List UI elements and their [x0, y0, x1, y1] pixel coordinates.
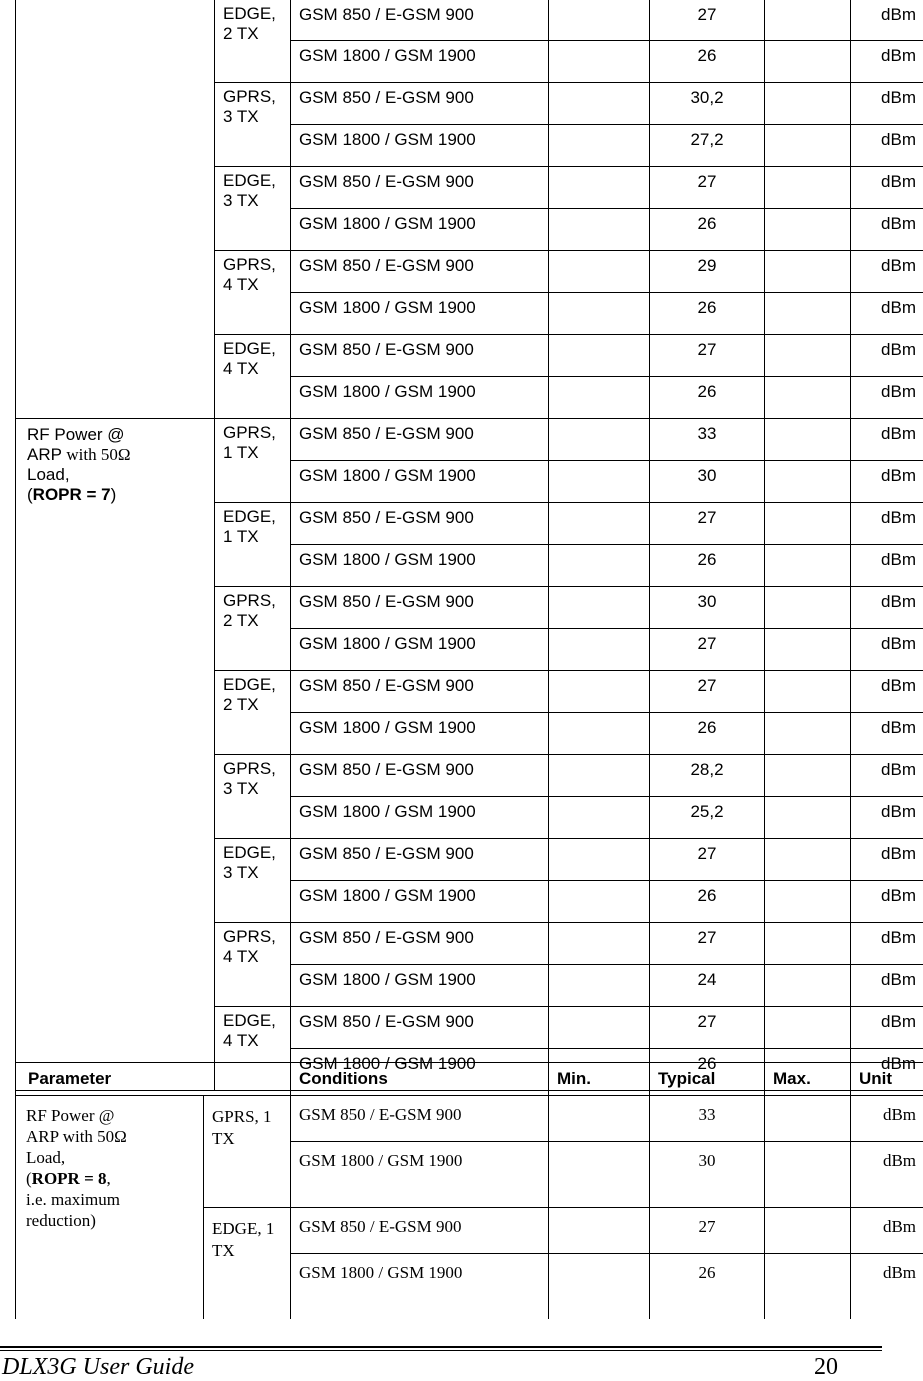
header-parameter: Parameter — [16, 1063, 291, 1096]
param-open: ( — [27, 485, 33, 504]
min-cell — [549, 587, 650, 629]
condition-cell: GSM 1800 / GSM 1900 — [291, 461, 549, 503]
param-close: ) — [110, 485, 117, 504]
param-line: Load, — [26, 1148, 66, 1167]
min-cell — [549, 83, 650, 125]
condition-cell: GSM 850 / E-GSM 900 — [291, 335, 549, 377]
typical-cell: 26 — [650, 545, 765, 587]
typical-cell: 24 — [650, 965, 765, 1007]
typical-cell: 27 — [650, 1007, 765, 1049]
min-cell — [549, 755, 650, 797]
header-min: Min. — [549, 1063, 650, 1096]
typical-cell: 26 — [650, 377, 765, 419]
condition-cell: GSM 850 / E-GSM 900 — [291, 923, 549, 965]
typical-cell: 27 — [650, 671, 765, 713]
min-cell — [549, 629, 650, 671]
condition-cell: GSM 1800 / GSM 1900 — [291, 1049, 549, 1091]
min-cell — [549, 335, 650, 377]
typical-cell: 25,2 — [650, 797, 765, 839]
unit-cell: dBm — [851, 923, 923, 965]
min-cell — [549, 503, 650, 545]
footer-title: DLX3G User Guide — [2, 1354, 194, 1380]
min-cell — [549, 461, 650, 503]
min-cell — [549, 167, 650, 209]
unit-cell: dBm — [851, 125, 923, 167]
table-row — [16, 1096, 923, 1142]
typical-cell: 30,2 — [650, 83, 765, 125]
param-line: ARP with 50Ω — [26, 1127, 127, 1146]
max-cell — [765, 839, 851, 881]
condition-cell: GSM 850 / E-GSM 900 — [291, 671, 549, 713]
page-number: 20 — [814, 1354, 838, 1380]
condition-cell: GSM 1800 / GSM 1900 — [291, 41, 549, 83]
unit-cell: dBm — [851, 419, 923, 461]
mode-label: EDGE, 4 TX — [215, 335, 291, 419]
unit-cell: dBm — [851, 41, 923, 83]
condition-cell: GSM 1800 / GSM 1900 — [291, 293, 549, 335]
min-cell — [549, 797, 650, 839]
unit-cell: dBm — [851, 587, 923, 629]
unit-cell: dBm — [851, 797, 923, 839]
param-ropr: ROPR = 8 — [31, 1169, 107, 1188]
condition-cell: GSM 1800 / GSM 1900 — [291, 1142, 549, 1208]
typical-cell: 26 — [650, 1049, 765, 1091]
unit-cell: dBm — [851, 0, 923, 41]
condition-cell: GSM 1800 / GSM 1900 — [291, 545, 549, 587]
unit-cell: dBm — [851, 251, 923, 293]
max-cell — [765, 251, 851, 293]
typical-cell: 26 — [650, 293, 765, 335]
max-cell — [765, 0, 851, 41]
footer-rule-thin — [0, 1350, 882, 1351]
typical-cell: 27 — [650, 0, 765, 41]
mode-label: GPRS, 3 TX — [215, 755, 291, 839]
unit-cell: dBm — [851, 1254, 923, 1320]
max-cell — [765, 419, 851, 461]
power-table-ropr8 — [15, 1062, 923, 1319]
min-cell — [549, 923, 650, 965]
power-table-continued — [15, 0, 923, 1091]
min-cell — [549, 671, 650, 713]
unit-cell: dBm — [851, 671, 923, 713]
min-cell — [549, 713, 650, 755]
condition-cell: GSM 1800 / GSM 1900 — [291, 1254, 549, 1320]
max-cell — [765, 83, 851, 125]
unit-cell: dBm — [851, 1142, 923, 1208]
param-line: ARP — [27, 445, 62, 464]
condition-cell: GSM 1800 / GSM 1900 — [291, 125, 549, 167]
max-cell — [765, 797, 851, 839]
unit-cell: dBm — [851, 461, 923, 503]
table-row — [16, 0, 923, 41]
typical-cell: 26 — [650, 713, 765, 755]
mode-label: GPRS, 2 TX — [215, 587, 291, 671]
param-comma: , — [106, 1169, 111, 1188]
max-cell — [765, 545, 851, 587]
typical-cell: 26 — [650, 209, 765, 251]
typical-cell: 26 — [650, 41, 765, 83]
header-unit: Unit — [851, 1063, 923, 1096]
mode-label: EDGE, 2 TX — [215, 671, 291, 755]
condition-cell: GSM 850 / E-GSM 900 — [291, 251, 549, 293]
condition-cell: GSM 1800 / GSM 1900 — [291, 713, 549, 755]
parameter-cell-continued — [16, 0, 215, 419]
mode-label: GPRS, 4 TX — [215, 251, 291, 335]
min-cell — [549, 377, 650, 419]
min-cell — [549, 293, 650, 335]
param-line: reduction) — [26, 1211, 96, 1230]
min-cell — [549, 1208, 650, 1254]
max-cell — [765, 881, 851, 923]
min-cell — [549, 419, 650, 461]
header-max: Max. — [765, 1063, 851, 1096]
condition-cell: GSM 850 / E-GSM 900 — [291, 167, 549, 209]
condition-cell: GSM 1800 / GSM 1900 — [291, 629, 549, 671]
max-cell — [765, 167, 851, 209]
min-cell — [549, 1254, 650, 1320]
condition-cell: GSM 850 / E-GSM 900 — [291, 1096, 549, 1142]
max-cell — [765, 41, 851, 83]
min-cell — [549, 545, 650, 587]
max-cell — [765, 1096, 851, 1142]
condition-cell: GSM 850 / E-GSM 900 — [291, 1208, 549, 1254]
typical-cell: 29 — [650, 251, 765, 293]
param-line: RF Power @ — [27, 425, 125, 444]
unit-cell: dBm — [851, 503, 923, 545]
max-cell — [765, 923, 851, 965]
unit-cell: dBm — [851, 629, 923, 671]
condition-cell: GSM 850 / E-GSM 900 — [291, 83, 549, 125]
typical-cell: 27 — [650, 923, 765, 965]
header-typical: Typical — [650, 1063, 765, 1096]
max-cell — [765, 293, 851, 335]
param-line: RF Power @ — [26, 1106, 115, 1125]
unit-cell: dBm — [851, 1049, 923, 1091]
unit-cell: dBm — [851, 209, 923, 251]
condition-cell: GSM 1800 / GSM 1900 — [291, 377, 549, 419]
mode-label: GPRS, 4 TX — [215, 923, 291, 1007]
condition-cell: GSM 850 / E-GSM 900 — [291, 503, 549, 545]
max-cell — [765, 503, 851, 545]
condition-cell: GSM 850 / E-GSM 900 — [291, 755, 549, 797]
condition-cell: GSM 1800 / GSM 1900 — [291, 881, 549, 923]
unit-cell: dBm — [851, 755, 923, 797]
condition-cell: GSM 1800 / GSM 1900 — [291, 965, 549, 1007]
parameter-cell-ropr8 — [16, 1096, 204, 1320]
max-cell — [765, 377, 851, 419]
typical-cell: 26 — [650, 881, 765, 923]
min-cell — [549, 1096, 650, 1142]
typical-cell: 30 — [650, 461, 765, 503]
condition-cell: GSM 850 / E-GSM 900 — [291, 0, 549, 41]
max-cell — [765, 587, 851, 629]
typical-cell: 27 — [650, 335, 765, 377]
min-cell — [549, 839, 650, 881]
param-line: i.e. maximum — [26, 1190, 120, 1209]
condition-cell: GSM 1800 / GSM 1900 — [291, 797, 549, 839]
typical-cell: 33 — [650, 419, 765, 461]
typical-cell: 28,2 — [650, 755, 765, 797]
mode-label: GPRS, 1 TX — [204, 1096, 291, 1208]
typical-cell: 27 — [650, 167, 765, 209]
mode-label: GPRS, 1 TX — [215, 419, 291, 503]
param-line: with 50Ω — [66, 445, 131, 464]
unit-cell: dBm — [851, 1208, 923, 1254]
min-cell — [549, 881, 650, 923]
min-cell — [549, 209, 650, 251]
typical-cell: 33 — [650, 1096, 765, 1142]
min-cell — [549, 41, 650, 83]
max-cell — [765, 1254, 851, 1320]
unit-cell: dBm — [851, 167, 923, 209]
condition-cell: GSM 850 / E-GSM 900 — [291, 419, 549, 461]
unit-cell: dBm — [851, 545, 923, 587]
typical-cell: 30 — [650, 587, 765, 629]
mode-label: EDGE, 3 TX — [215, 839, 291, 923]
header-conditions: Conditions — [291, 1063, 549, 1096]
unit-cell: dBm — [851, 377, 923, 419]
param-open: ( — [26, 1169, 32, 1188]
max-cell — [765, 755, 851, 797]
unit-cell: dBm — [851, 83, 923, 125]
condition-cell: GSM 850 / E-GSM 900 — [291, 1007, 549, 1049]
typical-cell: 26 — [650, 1254, 765, 1320]
unit-cell: dBm — [851, 335, 923, 377]
mode-label: EDGE, 2 TX — [215, 0, 291, 83]
max-cell — [765, 461, 851, 503]
unit-cell: dBm — [851, 965, 923, 1007]
mode-label: GPRS, 3 TX — [215, 83, 291, 167]
footer-rule — [0, 1346, 882, 1348]
condition-cell: GSM 1800 / GSM 1900 — [291, 209, 549, 251]
mode-label: EDGE, 1 TX — [215, 503, 291, 587]
mode-label: EDGE, 4 TX — [215, 1007, 291, 1091]
unit-cell: dBm — [851, 1007, 923, 1049]
typical-cell: 27 — [650, 839, 765, 881]
param-line: Load, — [27, 465, 70, 484]
min-cell — [549, 1007, 650, 1049]
typical-cell: 27 — [650, 503, 765, 545]
max-cell — [765, 671, 851, 713]
min-cell — [549, 251, 650, 293]
unit-cell: dBm — [851, 293, 923, 335]
typical-cell: 30 — [650, 1142, 765, 1208]
condition-cell: GSM 850 / E-GSM 900 — [291, 839, 549, 881]
condition-cell: GSM 850 / E-GSM 900 — [291, 587, 549, 629]
max-cell — [765, 1007, 851, 1049]
typical-cell: 27 — [650, 1208, 765, 1254]
max-cell — [765, 713, 851, 755]
param-ropr: ROPR = 7 — [32, 485, 111, 504]
max-cell — [765, 965, 851, 1007]
parameter-cell-ropr7 — [16, 419, 215, 1091]
min-cell — [549, 0, 650, 41]
table-row — [16, 419, 923, 461]
min-cell — [549, 965, 650, 1007]
unit-cell: dBm — [851, 881, 923, 923]
typical-cell: 27,2 — [650, 125, 765, 167]
unit-cell: dBm — [851, 1096, 923, 1142]
max-cell — [765, 125, 851, 167]
max-cell — [765, 1208, 851, 1254]
unit-cell: dBm — [851, 713, 923, 755]
table-header-row — [16, 1063, 923, 1096]
min-cell — [549, 125, 650, 167]
max-cell — [765, 629, 851, 671]
typical-cell: 27 — [650, 629, 765, 671]
mode-label: EDGE, 3 TX — [215, 167, 291, 251]
min-cell — [549, 1142, 650, 1208]
unit-cell: dBm — [851, 839, 923, 881]
max-cell — [765, 335, 851, 377]
max-cell — [765, 1142, 851, 1208]
mode-label: EDGE, 1 TX — [204, 1208, 291, 1320]
max-cell — [765, 209, 851, 251]
